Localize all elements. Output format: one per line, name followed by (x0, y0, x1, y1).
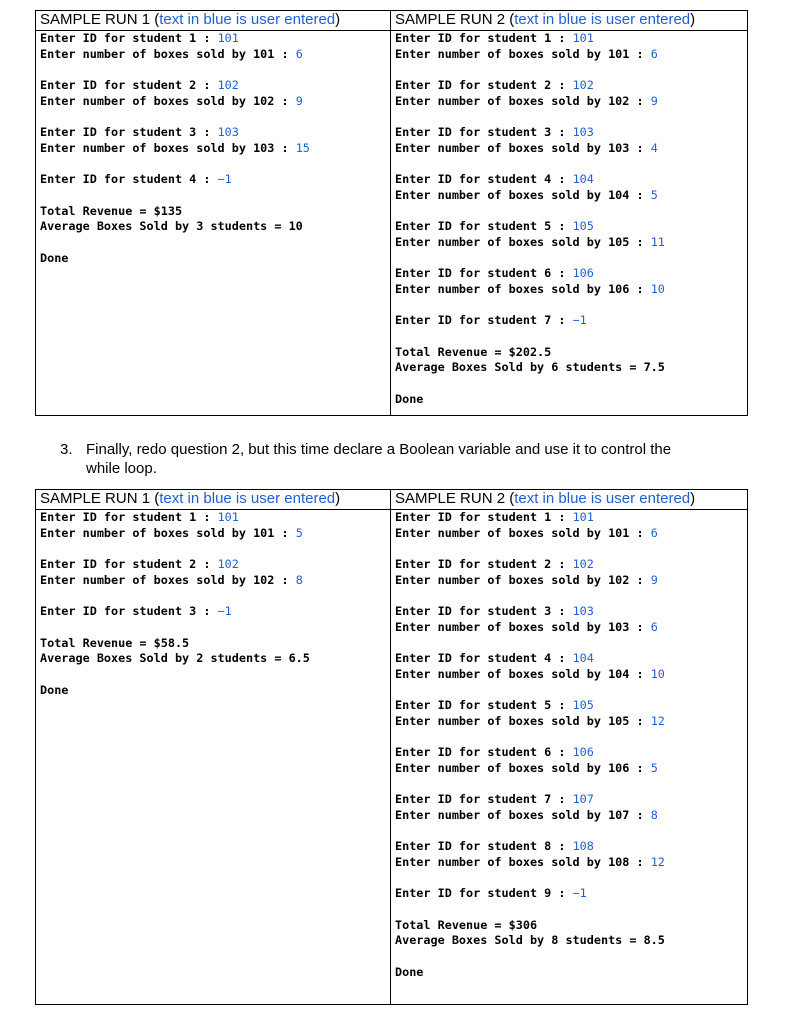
output-line (395, 761, 743, 777)
blank-line (395, 776, 743, 792)
program-text: Average Boxes Sold by 8 students = 8.5 (395, 933, 665, 947)
program-text: Enter ID for student 3 : (40, 604, 218, 618)
program-text: Average Boxes Sold by 2 students = 6.5 (40, 651, 310, 665)
blank-line (395, 588, 743, 604)
user-input: 104 (572, 172, 594, 186)
user-input: 101 (217, 510, 239, 524)
program-text: Enter number of boxes sold by 102 : (395, 93, 651, 108)
program-text: Enter number of boxes sold by 106 : (395, 281, 651, 296)
output-line (395, 933, 743, 949)
run2-header: SAMPLE RUN 2 (text in blue is user entered) (391, 11, 748, 31)
output-line (40, 141, 386, 157)
program-text: Enter ID for student 1 : (40, 31, 218, 45)
question-text-line1: Finally, redo question 2, but this time declare a Boolean variable and use it to control the (86, 441, 672, 458)
output-line (395, 573, 743, 589)
program-text: Total Revenue = $135 (40, 203, 183, 218)
program-text: Enter ID for student 2 : (40, 78, 218, 92)
blank-line (395, 635, 743, 651)
user-input: 106 (572, 266, 594, 280)
run1-output (36, 510, 391, 1005)
output-line (40, 204, 386, 220)
user-input: 106 (572, 745, 594, 759)
run2-output (391, 31, 748, 416)
blank-line (395, 203, 743, 219)
user-input: 104 (572, 651, 594, 665)
blank-line (40, 588, 386, 604)
program-text: Enter ID for student 1 : (395, 31, 573, 45)
user-input: −1 (217, 172, 232, 186)
user-input: 6 (295, 46, 303, 61)
blank-line (40, 620, 386, 636)
run1-header: SAMPLE RUN 1 (text in blue is user entered) (36, 11, 391, 31)
output-line (40, 526, 386, 542)
program-text: Enter number of boxes sold by 102 : (395, 572, 651, 587)
output-line (40, 125, 386, 141)
program-text: Enter ID for student 2 : (395, 78, 573, 92)
output-line (395, 965, 743, 981)
program-text: Enter number of boxes sold by 101 : (40, 46, 296, 61)
blank-line (40, 235, 386, 251)
output-line (40, 557, 386, 573)
program-text: Enter number of boxes sold by 107 : (395, 807, 651, 822)
user-input: −1 (572, 886, 587, 900)
program-text: Done (395, 964, 424, 979)
user-input: 12 (650, 854, 665, 869)
blank-line (40, 188, 386, 204)
output-line (395, 313, 743, 329)
output-line (395, 392, 743, 408)
user-input: −1 (572, 313, 587, 327)
output-line (395, 651, 743, 667)
blank-line (40, 667, 386, 683)
program-text: Enter number of boxes sold by 105 : (395, 234, 651, 249)
output-line (395, 667, 743, 683)
output-line (395, 557, 743, 573)
program-text: Enter ID for student 1 : (395, 510, 573, 524)
question-number: 3. (60, 441, 73, 458)
output-line (395, 282, 743, 298)
output-line (395, 808, 743, 824)
blank-line (395, 62, 743, 78)
user-input: 102 (572, 557, 594, 571)
program-text: Enter ID for student 6 : (395, 745, 573, 759)
program-text: Enter ID for student 4 : (395, 651, 573, 665)
program-text: Enter number of boxes sold by 101 : (395, 46, 651, 61)
blank-line (40, 541, 386, 557)
output-line (395, 266, 743, 282)
program-text: Enter ID for student 7 : (395, 313, 573, 327)
program-text: Enter number of boxes sold by 103 : (395, 140, 651, 155)
question-3 (60, 440, 760, 478)
program-text: Enter number of boxes sold by 103 : (40, 140, 296, 155)
blank-line (395, 329, 743, 345)
user-input: 9 (650, 572, 658, 587)
program-text: Enter ID for student 2 : (40, 557, 218, 571)
user-input: 9 (650, 93, 658, 108)
user-input: 4 (650, 140, 658, 155)
program-text: Enter ID for student 5 : (395, 698, 573, 712)
program-text: Total Revenue = $202.5 (395, 344, 552, 359)
program-text: Total Revenue = $58.5 (40, 635, 190, 650)
output-line (40, 31, 386, 47)
user-input: 101 (572, 510, 594, 524)
output-line (40, 78, 386, 94)
output-line (40, 683, 386, 699)
run2-header: SAMPLE RUN 2 (text in blue is user entered) (391, 490, 748, 510)
output-line (40, 636, 386, 652)
output-line (40, 651, 386, 667)
blank-line (40, 156, 386, 172)
output-line (395, 714, 743, 730)
output-line (395, 526, 743, 542)
program-text: Enter ID for student 4 : (395, 172, 573, 186)
blank-line (395, 823, 743, 839)
output-line (395, 235, 743, 251)
output-line (395, 47, 743, 63)
blank-line (395, 109, 743, 125)
output-line (40, 172, 386, 188)
output-line (395, 125, 743, 141)
user-input: −1 (217, 604, 232, 618)
user-input: 10 (650, 666, 665, 681)
program-text: Enter number of boxes sold by 104 : (395, 187, 651, 202)
sample-runs-table-top (35, 10, 748, 416)
program-text: Enter number of boxes sold by 105 : (395, 713, 651, 728)
program-text: Enter ID for student 4 : (40, 172, 218, 186)
program-text: Enter ID for student 9 : (395, 886, 573, 900)
user-input: 102 (572, 78, 594, 92)
program-text: Enter ID for student 6 : (395, 266, 573, 280)
user-input: 6 (650, 525, 658, 540)
program-text: Done (40, 250, 69, 265)
output-line (395, 855, 743, 871)
output-line (40, 573, 386, 589)
user-input: 107 (572, 792, 594, 806)
user-input: 10 (650, 281, 665, 296)
user-input: 6 (650, 46, 658, 61)
program-text: Total Revenue = $306 (395, 917, 538, 932)
blank-line (395, 376, 743, 392)
program-text: Enter number of boxes sold by 101 : (40, 525, 296, 540)
program-text: Enter ID for student 5 : (395, 219, 573, 233)
blank-line (395, 902, 743, 918)
output-line (395, 94, 743, 110)
user-input: 105 (572, 698, 594, 712)
user-input: 105 (572, 219, 594, 233)
user-input: 15 (295, 140, 310, 155)
blank-line (40, 62, 386, 78)
user-input: 101 (217, 31, 239, 45)
user-input: 6 (650, 619, 658, 634)
user-input: 9 (295, 93, 303, 108)
blank-line (395, 156, 743, 172)
output-line (395, 918, 743, 934)
program-text: Done (40, 682, 69, 697)
blank-line (40, 109, 386, 125)
output-line (395, 839, 743, 855)
user-input: 12 (650, 713, 665, 728)
program-text: Average Boxes Sold by 6 students = 7.5 (395, 360, 665, 374)
blank-line (395, 682, 743, 698)
program-text: Enter ID for student 8 : (395, 839, 573, 853)
output-line (40, 251, 386, 267)
output-line (395, 188, 743, 204)
output-line (395, 620, 743, 636)
user-input: 11 (650, 234, 665, 249)
program-text: Enter ID for student 1 : (40, 510, 218, 524)
output-line (395, 604, 743, 620)
user-input: 101 (572, 31, 594, 45)
run1-header: SAMPLE RUN 1 (text in blue is user entered) (36, 490, 391, 510)
output-line (395, 141, 743, 157)
output-line (395, 698, 743, 714)
output-line (395, 345, 743, 361)
user-input: 5 (295, 525, 303, 540)
output-line (40, 219, 386, 235)
output-line (395, 78, 743, 94)
output-line (395, 172, 743, 188)
program-text: Enter number of boxes sold by 102 : (40, 572, 296, 587)
user-input: 103 (572, 125, 594, 139)
user-input: 5 (650, 187, 658, 202)
blank-line (395, 250, 743, 266)
user-input: 5 (650, 760, 658, 775)
output-line (40, 604, 386, 620)
output-line (395, 219, 743, 235)
run2-output (391, 510, 748, 1005)
output-line (395, 360, 743, 376)
program-text: Enter ID for student 3 : (40, 125, 218, 139)
blank-line (395, 297, 743, 313)
user-input: 8 (650, 807, 658, 822)
user-input: 102 (217, 78, 239, 92)
user-input: 8 (295, 572, 303, 587)
program-text: Done (395, 391, 424, 406)
program-text: Enter number of boxes sold by 101 : (395, 525, 651, 540)
program-text: Enter number of boxes sold by 103 : (395, 619, 651, 634)
question-text-line2: while loop. (86, 460, 157, 477)
program-text: Enter ID for student 3 : (395, 604, 573, 618)
program-text: Enter ID for student 7 : (395, 792, 573, 806)
output-line (40, 47, 386, 63)
program-text: Enter number of boxes sold by 104 : (395, 666, 651, 681)
user-input: 108 (572, 839, 594, 853)
blank-line (395, 541, 743, 557)
program-text: Enter number of boxes sold by 108 : (395, 854, 651, 869)
blank-line (395, 870, 743, 886)
output-line (395, 31, 743, 47)
program-text: Enter number of boxes sold by 106 : (395, 760, 651, 775)
user-input: 103 (572, 604, 594, 618)
program-text: Enter number of boxes sold by 102 : (40, 93, 296, 108)
output-line (40, 94, 386, 110)
output-line (395, 886, 743, 902)
user-input: 102 (217, 557, 239, 571)
run1-output (36, 31, 391, 416)
sample-runs-table-bottom (35, 489, 748, 1005)
blank-line (395, 949, 743, 965)
output-line (395, 745, 743, 761)
output-line (40, 510, 386, 526)
output-line (395, 510, 743, 526)
user-input: 103 (217, 125, 239, 139)
program-text: Enter ID for student 3 : (395, 125, 573, 139)
program-text: Average Boxes Sold by 3 students = 10 (40, 219, 303, 233)
program-text: Enter ID for student 2 : (395, 557, 573, 571)
output-line (395, 792, 743, 808)
blank-line (395, 729, 743, 745)
